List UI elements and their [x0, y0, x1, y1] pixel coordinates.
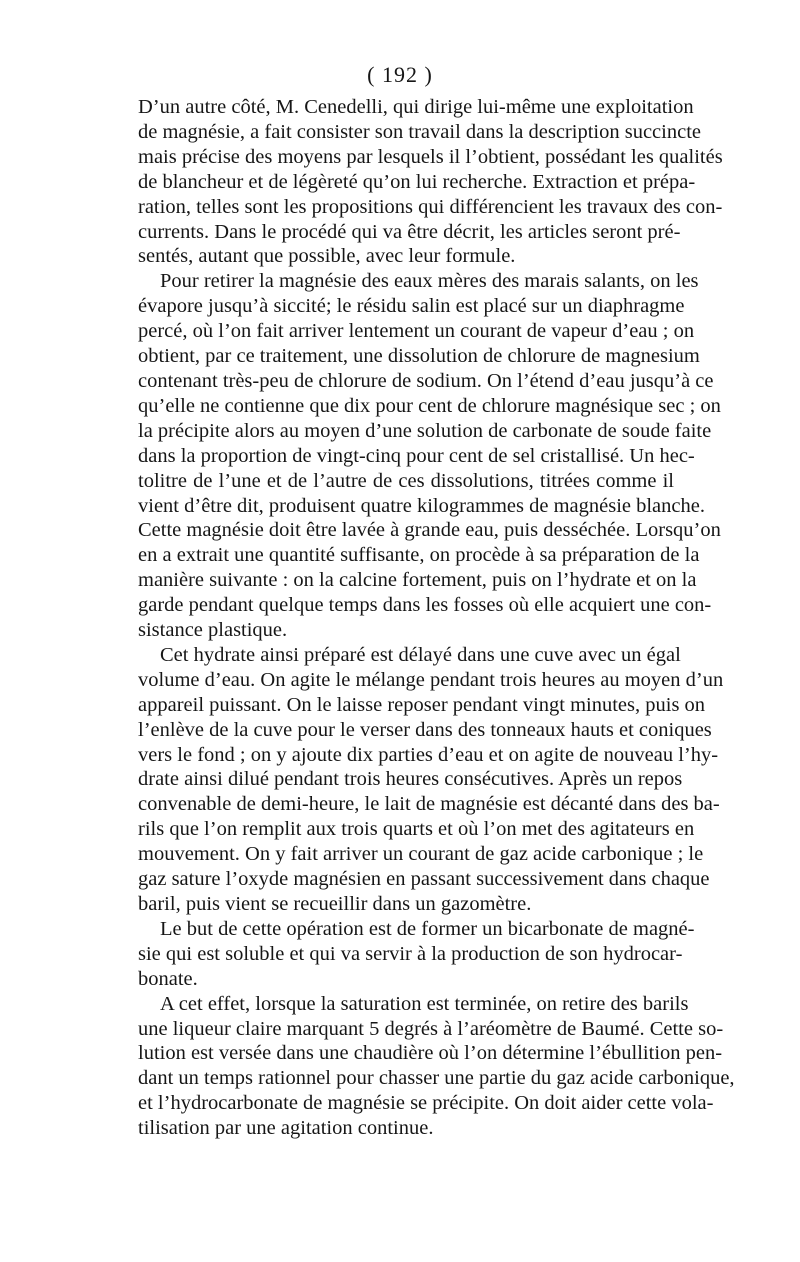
text-line: sie qui est soluble et qui va servir à la production de son hydrocar-	[138, 942, 683, 965]
text-line: et l’hydrocarbonate de magnésie se précipite. On doit aider cette vola-	[138, 1092, 714, 1115]
text-line: dant un temps rationnel pour chasser une partie du gaz acide carbonique,	[138, 1067, 735, 1090]
text-line: garde pendant quelque temps dans les fosses où elle acquiert une con-	[138, 594, 712, 617]
page-number: ( 192 )	[367, 62, 433, 87]
text-line: mais précise des moyens par lesquels il l’obtient, possédant les qualités	[138, 145, 723, 168]
body-text	[138, 95, 735, 1141]
text-line: baril, puis vient se recueillir dans un gazomètre.	[138, 893, 532, 915]
paragraph	[138, 95, 723, 269]
text-line: drate ainsi dilué pendant trois heures consécutives. Après un repos	[138, 768, 683, 791]
text-line: lution est versée dans une chaudière où l’on détermine l’ébullition pen-	[138, 1042, 723, 1065]
text-line: currents. Dans le procédé qui va être décrit, les articles seront pré-	[138, 220, 681, 243]
text-line: qu’elle ne contienne que dix pour cent de chlorure magnésique sec ; on	[138, 394, 721, 417]
text-line: de blancheur et de légèreté qu’on lui recherche. Extraction et prépa-	[138, 170, 696, 193]
text-line: A cet effet, lorsque la saturation est terminée, on retire des barils	[160, 992, 689, 1015]
text-line: gaz sature l’oxyde magnésien en passant successivement dans chaque	[138, 868, 710, 891]
text-line: vient d’être dit, produisent quatre kilogrammes de magnésie blanche.	[138, 494, 705, 517]
text-line: tolitre de l’une et de l’autre de ces dissolutions, titrées comme il	[138, 469, 674, 492]
paragraph	[138, 269, 721, 643]
text-line: Le but de cette opération est de former un bicarbonate de magné-	[160, 917, 695, 940]
paragraph	[138, 992, 735, 1141]
text-line: rils que l’on remplit aux trois quarts et où l’on met des agitateurs en	[138, 818, 695, 841]
text-line: appareil puissant. On le laisse reposer pendant vingt minutes, puis on	[138, 693, 706, 716]
paragraph	[138, 643, 724, 917]
text-line: contenant très-peu de chlorure de sodium. On l’étend d’eau jusqu’à ce	[138, 369, 714, 392]
text-line: mouvement. On y fait arriver un courant de gaz acide carbonique ; le	[138, 843, 704, 866]
text-line: Cette magnésie doit être lavée à grande eau, puis desséchée. Lorsqu’on	[138, 519, 721, 542]
text-line: de magnésie, a fait consister son travail dans la description succincte	[138, 120, 701, 143]
text-line: bonate.	[138, 967, 198, 990]
text-line: ration, telles sont les propositions qui différencient les travaux des con-	[138, 195, 723, 218]
text-line: sentés, autant que possible, avec leur formule.	[138, 245, 516, 268]
text-line: tilisation par une agitation continue.	[138, 1117, 434, 1140]
text-line: évapore jusqu’à siccité; le résidu salin est placé sur un diaphragme	[138, 295, 685, 318]
text-line: percé, où l’on fait arriver lentement un courant de vapeur d’eau ; on	[138, 320, 695, 343]
text-line: Pour retirer la magnésie des eaux mères des marais salants, on les	[160, 270, 699, 293]
text-line: sistance plastique.	[138, 619, 288, 642]
text-line: en a extrait une quantité suffisante, on procède à sa préparation de la	[138, 544, 700, 567]
text-line: la précipite alors au moyen d’une solution de carbonate de soude faite	[138, 419, 712, 442]
paragraph	[138, 917, 695, 992]
text-line: manière suivante : on la calcine fortement, puis on l’hydrate et on la	[138, 569, 697, 592]
text-line: D’un autre côté, M. Cenedelli, qui dirige lui-même une exploitation	[138, 96, 694, 118]
text-line: une liqueur claire marquant 5 degrés à l’aréomètre de Baumé. Cette so-	[138, 1017, 724, 1040]
text-line: volume d’eau. On agite le mélange pendant trois heures au moyen d’un	[138, 668, 724, 691]
text-line: l’enlève de la cuve pour le verser dans des tonneaux hauts et coniques	[138, 718, 712, 741]
text-line: convenable de demi-heure, le lait de magnésie est décanté dans des ba-	[138, 793, 720, 816]
text-line: dans la proportion de vingt-cinq pour cent de sel cristallisé. Un hec-	[138, 444, 695, 467]
text-line: vers le fond ; on y ajoute dix parties d’eau et on agite de nouveau l’hy-	[138, 743, 719, 766]
text-line: Cet hydrate ainsi préparé est délayé dans une cuve avec un égal	[160, 643, 681, 666]
text-line: obtient, par ce traitement, une dissolution de chlorure de magnesium	[138, 345, 700, 368]
